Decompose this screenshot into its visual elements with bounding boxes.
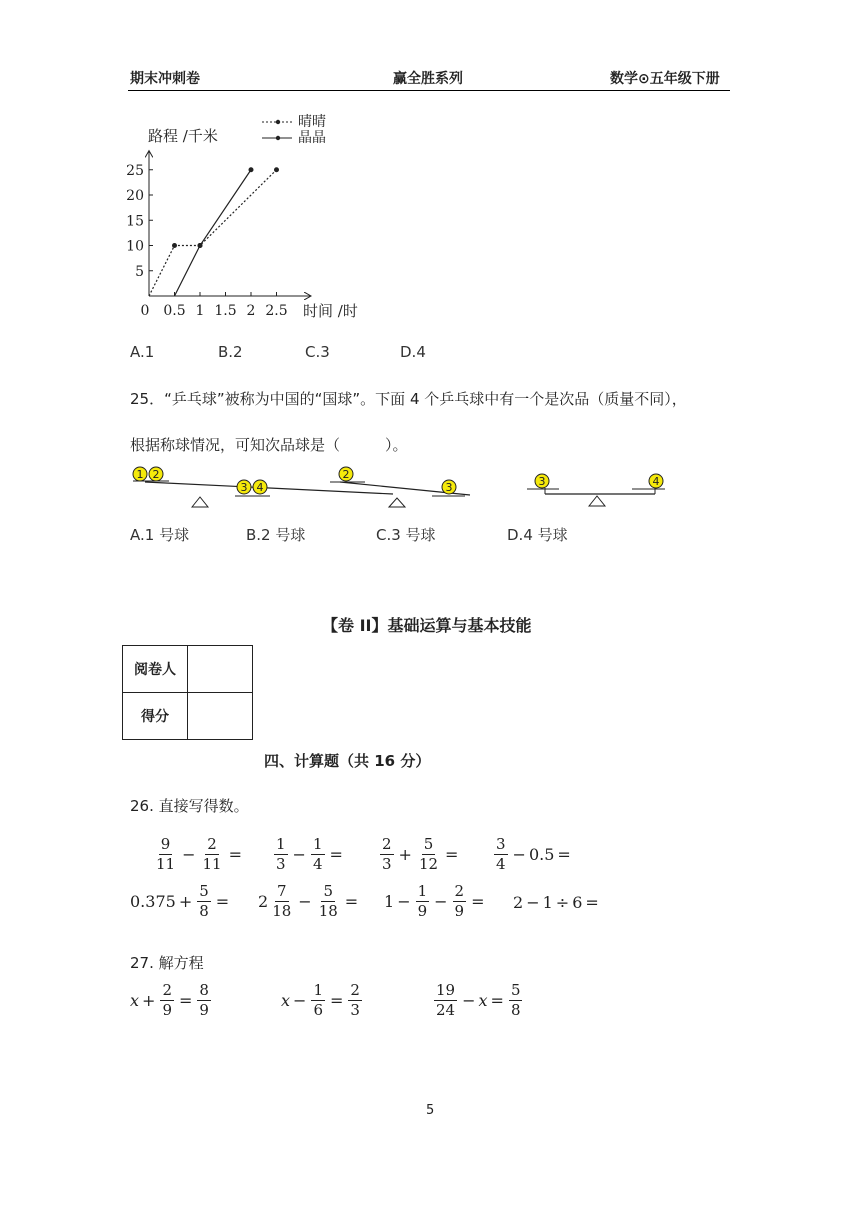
section-title: 【卷 II】基础运算与基本技能 [322, 616, 532, 635]
balance-scale-2 [330, 467, 470, 507]
whole: 2 [258, 892, 269, 911]
q26-expr-2: $\frac{1}{3}$ − $\frac{1}{4}$ = [276, 835, 343, 873]
score-label: 得分 [123, 693, 188, 740]
x-tick-label: 1.5 [214, 303, 237, 319]
num: 1 [384, 892, 395, 911]
chart-legend [262, 114, 326, 146]
den: 3 [382, 855, 392, 873]
den: 3 [350, 1001, 360, 1019]
q24-option-c[interactable]: C.3 [305, 343, 330, 361]
header-right: 数学⊙五年级下册 [610, 71, 720, 87]
part4-title: 四、计算题（共 16 分） [264, 752, 431, 770]
den: 4 [496, 855, 506, 873]
series-point-1 [249, 167, 254, 172]
ball-2-scale2-label: 2 [342, 468, 350, 481]
x-tick-label: 0 [140, 303, 150, 319]
ball-3-scale2-label: 3 [445, 481, 453, 494]
den: 9 [162, 1001, 172, 1019]
num: 7 [276, 882, 287, 900]
q25-option-b[interactable]: B.2 号球 [246, 526, 306, 544]
header-left: 期末冲刺卷 [130, 71, 200, 87]
num: 1 [417, 882, 428, 900]
series-point-1 [198, 243, 203, 248]
q26-expr-4: $\frac{3}{4}$ − 0.5 = [496, 835, 571, 873]
header-center: 赢全胜系列 [393, 71, 463, 87]
q26-expr-7: 1 − $\frac{1}{9}$ − $\frac{2}{9}$ = [384, 882, 485, 920]
ball-1-label: 1 [136, 468, 144, 481]
series-line-0 [149, 170, 277, 296]
distance-time-chart [120, 105, 380, 325]
q27-title: 27. 解方程 [130, 954, 204, 972]
q26-expr-5: 0.375 + $\frac{5}{8}$ = [130, 882, 230, 920]
ball-2-label: 2 [152, 468, 160, 481]
den: 9 [454, 902, 465, 920]
num: 3 [496, 835, 506, 853]
x-tick-label: 1 [195, 303, 205, 319]
num: 5 [510, 981, 521, 999]
score-cell[interactable] [188, 693, 253, 740]
x-tick-label: 2 [246, 303, 256, 319]
q24-option-a[interactable]: A.1 [130, 343, 155, 361]
q25-option-d[interactable]: D.4 号球 [507, 526, 568, 544]
legend-label-qingqing: 晴晴 [298, 114, 326, 130]
num: 9 [160, 835, 171, 853]
den: 6 [313, 1001, 323, 1019]
q26-expr-8: 2 − 1 ÷ 6 = [513, 893, 599, 912]
y-axis-label: 路程 /千米 [148, 127, 218, 145]
x-axis-label: 时间 /时 [303, 302, 358, 320]
q27-equation-1: x + $\frac{2}{9}$ = $\frac{8}{9}$ [130, 981, 209, 1019]
den: 9 [417, 902, 428, 920]
y-tick-label: 25 [126, 162, 144, 179]
balance-scale-1 [133, 467, 393, 507]
legend-label-jingjing: 晶晶 [298, 130, 326, 146]
den: 8 [510, 1001, 521, 1019]
den: 18 [272, 902, 292, 920]
y-tick-label: 5 [135, 263, 144, 280]
num: 5 [199, 882, 209, 900]
q27-equation-3: $\frac{19}{24}$ − x = $\frac{5}{8}$ [436, 981, 521, 1019]
balance-scale-3 [527, 474, 665, 506]
q25-text-line1: 25．“乒乓球”被称为中国的“国球”。下面 4 个乒乓球中有一个是次品（质量不同）， [130, 390, 687, 408]
num: 1 [313, 981, 323, 999]
den: 12 [418, 855, 439, 873]
y-tick-label: 20 [126, 188, 144, 204]
num: 5 [323, 882, 333, 900]
x-tick-label: 2.5 [265, 303, 288, 319]
q25-option-a[interactable]: A.1 号球 [130, 526, 190, 544]
q27-equation-2: x − $\frac{1}{6}$ = $\frac{2}{3}$ [281, 981, 360, 1019]
ball-4-scale3-label: 4 [652, 475, 660, 488]
header-rule [128, 90, 730, 91]
legend-point-qingqing [276, 120, 280, 124]
den: 3 [276, 855, 286, 873]
q26-expr-1: $\frac{9}{11}$ − $\frac{2}{11}$ = [156, 835, 242, 873]
q24-option-d[interactable]: D.4 [400, 343, 426, 361]
num: 2 [162, 981, 172, 999]
den: 4 [312, 855, 323, 873]
y-tick-label: 15 [126, 213, 144, 230]
num: 2 [382, 835, 392, 853]
series-point-0 [172, 243, 177, 248]
num: 1 [276, 835, 286, 853]
num: 1 [542, 893, 553, 912]
num: 6 [572, 893, 583, 912]
score-table [122, 645, 253, 740]
num: 2 [207, 835, 217, 853]
q26-expr-6: 2 $\frac{7}{18}$ − $\frac{5}{18}$ = [258, 882, 359, 920]
num: 0.375 [130, 892, 176, 911]
den: 11 [202, 855, 222, 873]
den: 8 [199, 902, 209, 920]
num: 2 [350, 981, 360, 999]
q24-option-b[interactable]: B.2 [218, 343, 243, 361]
num: 5 [423, 835, 434, 853]
num: 1 [312, 835, 323, 853]
den: 11 [156, 855, 176, 873]
num: 2 [454, 882, 465, 900]
den: 9 [199, 1001, 209, 1019]
q25-option-c[interactable]: C.3 号球 [376, 526, 436, 544]
q26-title: 26. 直接写得数。 [130, 797, 249, 815]
chart-plot-area [126, 152, 310, 319]
ball-4-label: 4 [256, 481, 264, 494]
num: 8 [199, 981, 209, 999]
x-tick-label: 0.5 [163, 303, 186, 319]
num: 2 [513, 893, 524, 912]
num: 19 [436, 981, 456, 999]
den: 24 [436, 1001, 456, 1019]
legend-point-jingjing [276, 136, 280, 140]
page-number: 5 [426, 1103, 435, 1118]
reviewer-cell[interactable] [188, 646, 253, 693]
den: 18 [318, 902, 338, 920]
series-point-0 [274, 167, 279, 172]
num: 0.5 [528, 845, 555, 864]
balance-scales-figure [125, 462, 685, 512]
ball-3-label: 3 [240, 481, 248, 494]
ball-3-scale3-label: 3 [538, 475, 546, 488]
reviewer-label: 阅卷人 [123, 646, 188, 693]
y-tick-label: 10 [126, 238, 144, 255]
q26-expr-3: $\frac{2}{3}$ + $\frac{5}{12}$ = [382, 835, 459, 873]
q25-text-line2: 根据称球情况，可知次品球是（ ）。 [130, 436, 408, 454]
